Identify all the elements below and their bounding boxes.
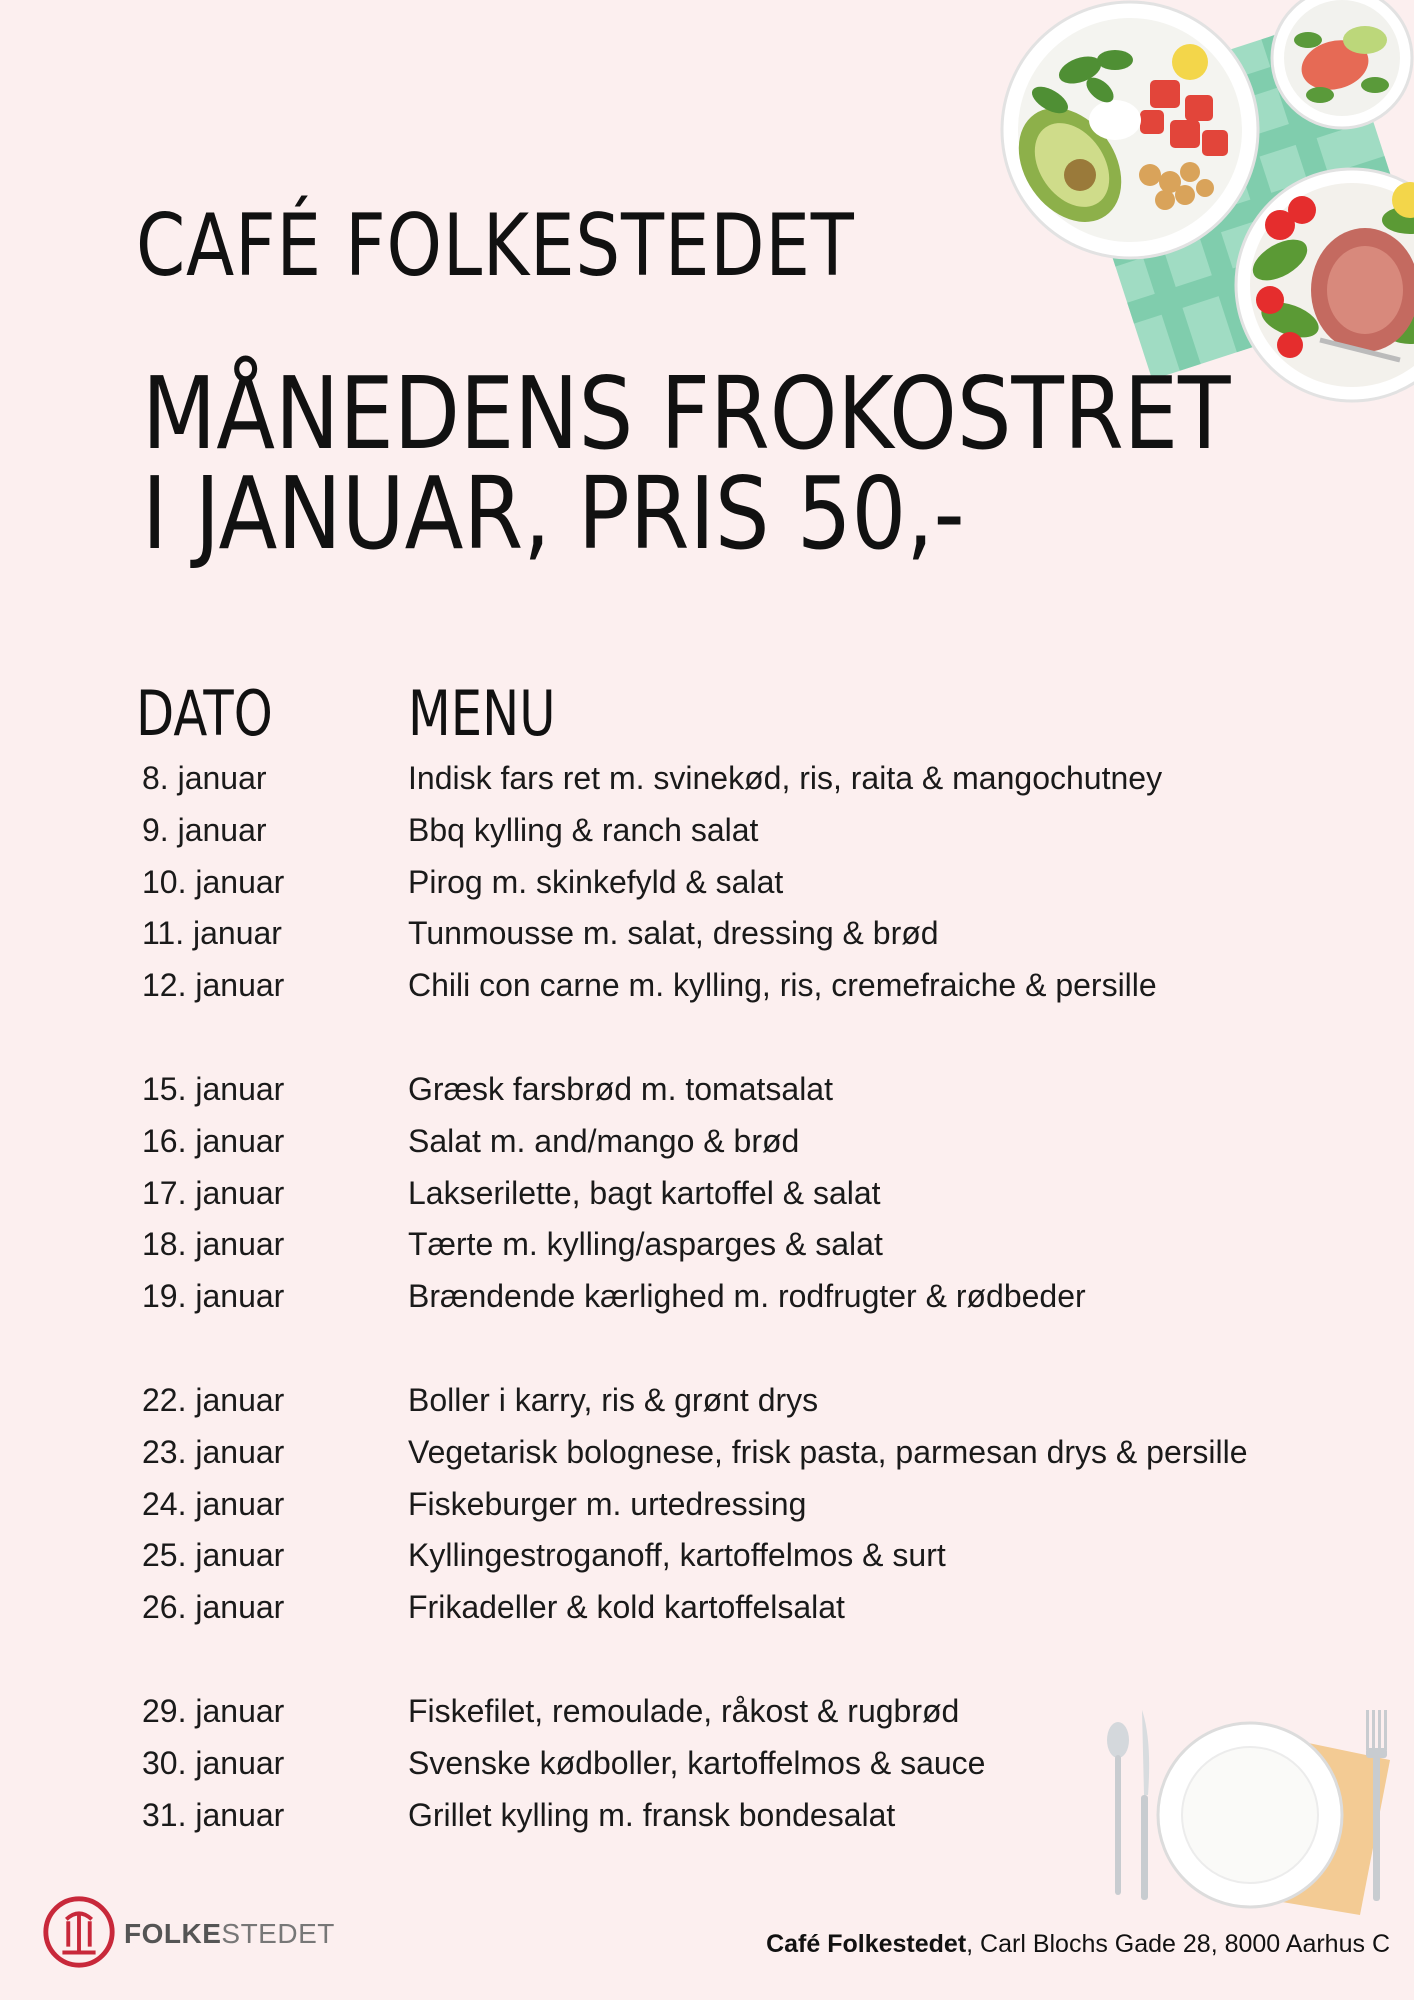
logo-text-bold: FOLKE xyxy=(124,1918,222,1949)
menu-row xyxy=(0,1585,1414,1637)
menu-date: 10. januar xyxy=(142,863,285,900)
menu-date: 22. januar xyxy=(142,1381,285,1418)
menu-row xyxy=(0,808,1414,860)
menu-date: 26. januar xyxy=(142,1589,285,1626)
menu-date: 18. januar xyxy=(142,1226,285,1263)
menu-dish: Indisk fars ret m. svinekød, ris, raita & mangochutney xyxy=(408,760,1163,796)
logo-text-light: STEDET xyxy=(221,1918,335,1949)
menu-date: 30. januar xyxy=(142,1744,285,1781)
menu-dish: Frikadeller & kold kartoffelsalat xyxy=(408,1589,845,1626)
menu-date: 29. januar xyxy=(142,1692,285,1729)
date-column-header: DATO xyxy=(136,677,273,750)
menu-date: 15. januar xyxy=(142,1070,285,1107)
menu-row xyxy=(0,1430,1414,1482)
folkestedet-logo-icon xyxy=(38,1892,120,1972)
menu-dish: Tunmousse m. salat, dressing & brød xyxy=(408,915,939,952)
logo-wordmark xyxy=(124,1918,335,1950)
menu-row xyxy=(0,1171,1414,1223)
menu-row xyxy=(0,963,1414,1015)
cafe-name-heading: CAFÉ FOLKESTEDET xyxy=(136,196,855,296)
menu-date: 8. januar xyxy=(142,760,267,796)
menu-row xyxy=(0,1378,1414,1430)
menu-row xyxy=(0,756,1414,808)
menu-date: 19. januar xyxy=(142,1278,285,1315)
menu-dish: Grillet kylling m. fransk bondesalat xyxy=(408,1796,896,1833)
menu-dish: Svenske kødboller, kartoffelmos & sauce xyxy=(408,1744,986,1781)
menu-row xyxy=(0,1533,1414,1585)
menu-date: 11. januar xyxy=(142,915,282,952)
menu-date: 25. januar xyxy=(142,1537,285,1574)
menu-row xyxy=(0,1482,1414,1534)
menu-dish: Lakserilette, bagt kartoffel & salat xyxy=(408,1174,881,1211)
menu-row xyxy=(0,860,1414,912)
menu-row xyxy=(0,1274,1414,1326)
menu-date: 12. januar xyxy=(142,967,285,1004)
menu-dish: Chili con carne m. kylling, ris, cremefraiche & persille xyxy=(408,967,1157,1004)
week-group xyxy=(0,1378,1414,1637)
menu-date: 17. januar xyxy=(142,1174,285,1211)
menu-date: 9. januar xyxy=(142,811,267,848)
menu-dish: Tærte m. kylling/asparges & salat xyxy=(408,1226,883,1263)
footer-address-text: , Carl Blochs Gade 28, 8000 Aarhus C xyxy=(966,1930,1390,1958)
menu-dish: Kyllingestroganoff, kartoffelmos & surt xyxy=(408,1537,946,1574)
footer-cafe-name: Café Folkestedet xyxy=(766,1930,967,1958)
page-title-line1: MÅNEDENS FROKOSTRET xyxy=(142,355,1231,472)
page-title-line2: I JANUAR, PRIS 50,- xyxy=(142,455,965,572)
week-group xyxy=(0,1067,1414,1326)
menu-row xyxy=(0,911,1414,963)
menu-row xyxy=(0,1222,1414,1274)
menu-date: 24. januar xyxy=(142,1485,285,1522)
menu-date: 16. januar xyxy=(142,1122,285,1159)
salad-bowls-illustration xyxy=(990,0,1414,410)
menu-row xyxy=(0,1119,1414,1171)
menu-dish: Vegetarisk bolognese, frisk pasta, parmesan drys & persille xyxy=(408,1433,1248,1470)
menu-dish: Brændende kærlighed m. rodfrugter & rødbeder xyxy=(408,1278,1086,1315)
menu-dish: Salat m. and/mango & brød xyxy=(408,1122,800,1159)
menu-row xyxy=(0,1067,1414,1119)
menu-date: 23. januar xyxy=(142,1433,285,1470)
menu-date: 31. januar xyxy=(142,1796,285,1833)
menu-dish: Pirog m. skinkefyld & salat xyxy=(408,863,784,900)
footer-address xyxy=(766,1930,1390,1959)
menu-dish: Fiskefilet, remoulade, råkost & rugbrød xyxy=(408,1692,960,1729)
menu-dish: Boller i karry, ris & grønt drys xyxy=(408,1381,819,1418)
place-setting-illustration xyxy=(1090,1700,1390,1920)
menu-column-header: MENU xyxy=(408,677,556,750)
menu-dish: Fiskeburger m. urtedressing xyxy=(408,1485,807,1522)
menu-dish: Græsk farsbrød m. tomatsalat xyxy=(408,1070,833,1107)
week-group xyxy=(0,756,1414,1015)
menu-dish: Bbq kylling & ranch salat xyxy=(408,811,759,848)
